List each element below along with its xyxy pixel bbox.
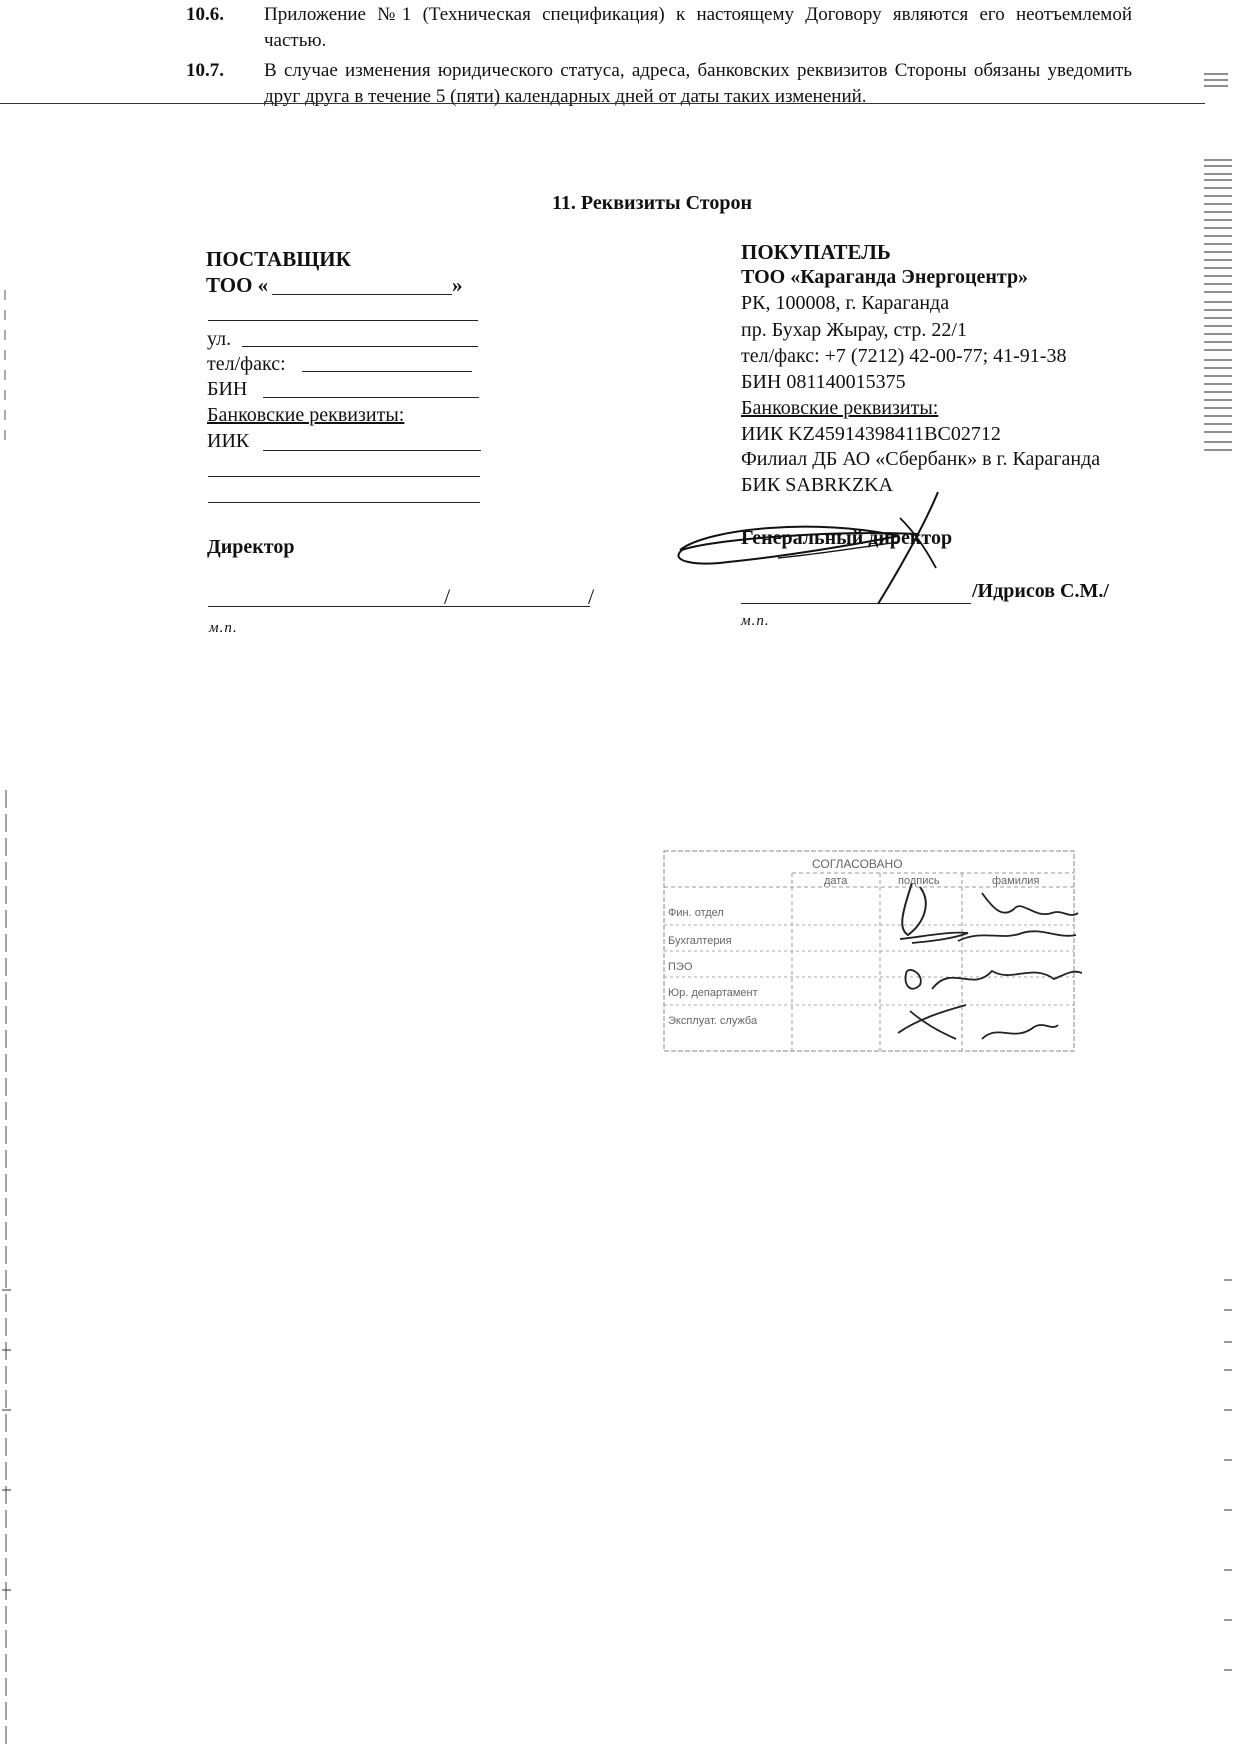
clause-10-6 <box>186 2 1132 54</box>
left-margin-mark <box>2 290 8 450</box>
stamp-col-date: дата <box>824 875 848 887</box>
supplier-company-blank <box>272 294 452 295</box>
supplier-director-label: Директор <box>207 536 295 558</box>
supplier-phone-label: тел/факс: <box>207 353 286 375</box>
buyer-bik: БИК SABRKZKA <box>741 474 894 496</box>
buyer-city: РК, 100008, г. Караганда <box>741 292 950 314</box>
supplier-heading: ПОСТАВЩИК <box>206 247 351 271</box>
supplier-company-prefix: ТОО « <box>206 273 269 297</box>
buyer-stamp-place: м.п. <box>741 613 770 629</box>
clause-text: Приложение №1 (Техническая спецификация) к настоящему Договору являются его неотъемлемой частью. <box>264 4 1132 51</box>
buyer-bin: БИН 081140015375 <box>741 371 906 393</box>
right-margin-barcode <box>1202 70 1236 460</box>
supplier-bank-blank-2 <box>208 502 480 503</box>
buyer-director-name: /Идрисов С.М./ <box>972 580 1109 602</box>
director-signature <box>668 488 968 608</box>
stamp-col-surname: фамилия <box>992 875 1040 887</box>
supplier-bin-label: БИН <box>207 378 248 400</box>
supplier-iik-blank <box>263 450 481 451</box>
buyer-signature-line <box>741 603 971 604</box>
stamp-col-signature: подпись <box>898 875 940 887</box>
supplier-street-blank <box>242 346 478 347</box>
supplier-blank-line <box>208 320 478 321</box>
supplier-phone-blank <box>302 371 472 372</box>
supplier-signature-line <box>208 606 590 607</box>
supplier-bank-label: Банковские реквизиты: <box>207 404 405 426</box>
buyer-address: пр. Бухар Жырау, стр. 22/1 <box>741 319 967 341</box>
right-margin-ticks <box>1222 1270 1236 1690</box>
left-margin-edge <box>0 790 12 1750</box>
buyer-bank-name: Филиал ДБ АО «Сбербанк» в г. Караганда <box>741 448 1101 470</box>
stamp-row-3: ПЭО <box>668 961 693 973</box>
clause-number: 10.7. <box>186 60 224 81</box>
stamp-row-2: Бухгалтерия <box>668 935 732 947</box>
stamp-row-5: Эксплуат. служба <box>668 1015 758 1027</box>
supplier-bank-blank-1 <box>208 476 480 477</box>
stamp-title: СОГЛАСОВАНО <box>812 857 903 871</box>
clause-text: В случае изменения юридического статуса, адреса, банковских реквизитов Стороны обязаны уведомить друг друга в течение 5 (пяти) календарных дней от даты таких изменений. <box>264 60 1132 107</box>
buyer-heading: ПОКУПАТЕЛЬ <box>741 240 891 264</box>
supplier-street-label: ул. <box>207 328 232 350</box>
supplier-stamp-place: м.п. <box>209 620 238 636</box>
scan-artifact-line <box>0 103 1205 104</box>
stamp-row-4: Юр. департамент <box>668 987 758 999</box>
clause-number: 10.6. <box>186 4 224 25</box>
supplier-signature-slash-2: / <box>588 584 595 609</box>
stamp-row-1: Фин. отдел <box>668 907 724 919</box>
supplier-company-suffix: » <box>452 273 463 297</box>
buyer-iik: ИИК KZ45914398411BC02712 <box>741 423 1001 445</box>
section-title: 11. Реквизиты Сторон <box>552 192 752 214</box>
approval-stamp <box>662 843 1082 1068</box>
buyer-company: ТОО «Караганда Энергоцентр» <box>741 266 1029 288</box>
supplier-bin-blank <box>263 397 479 398</box>
buyer-director-label: Генеральный директор <box>741 527 953 549</box>
buyer-phone: тел/факс: +7 (7212) 42-00-77; 41-91-38 <box>741 345 1067 367</box>
supplier-iik-label: ИИК <box>207 430 250 452</box>
supplier-signature-slash-1: / <box>444 584 451 609</box>
buyer-bank-label: Банковские реквизиты: <box>741 397 939 419</box>
